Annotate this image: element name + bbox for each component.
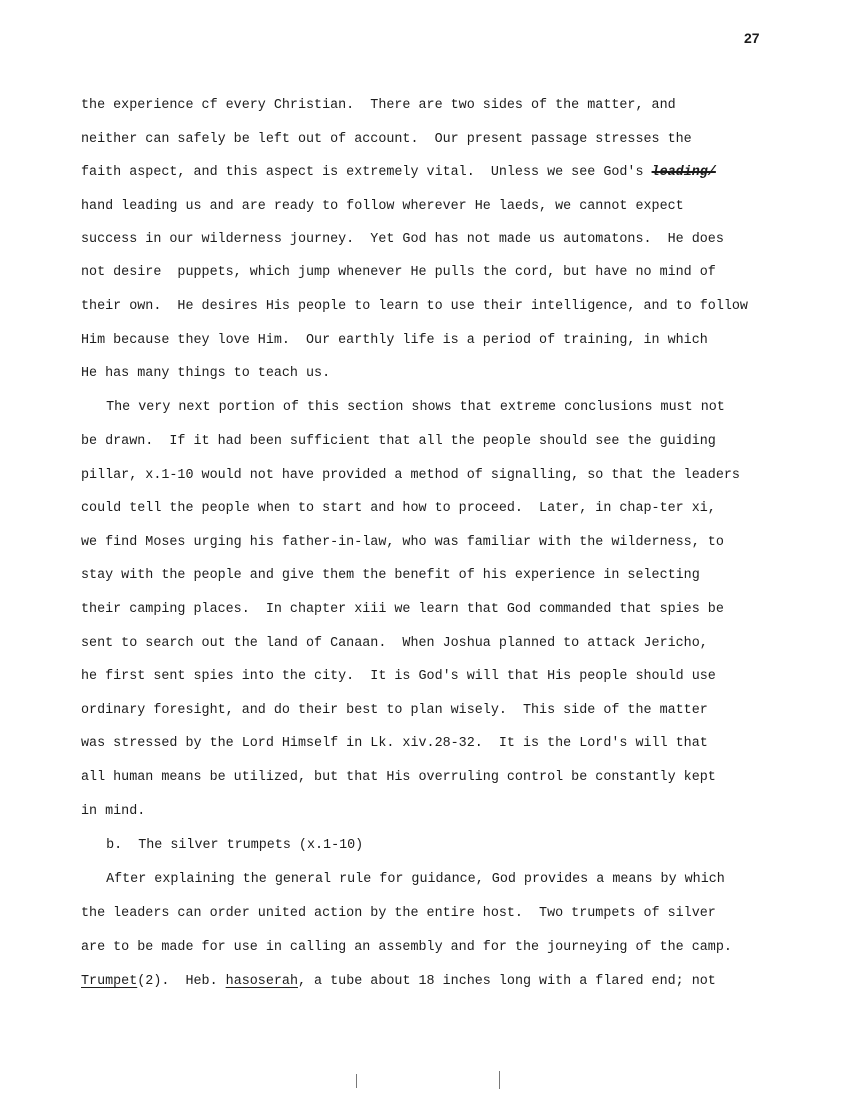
text-line: ordinary foresight, and do their best to plan wisely. This side of the matter xyxy=(81,703,708,718)
text-line: are to be made for use in calling an assembly and for the journeying of the camp. xyxy=(81,940,732,955)
scan-artifact-mark xyxy=(356,1074,357,1088)
text-line: pillar, x.1-10 would not have provided a method of signalling, so that the leaders xyxy=(81,468,740,483)
text-line: the experience cf every Christian. There are two sides of the matter, and xyxy=(81,98,676,113)
text-line: He has many things to teach us. xyxy=(81,366,331,381)
struck-out-word: leading/ xyxy=(651,165,716,180)
text-line: neither can safely be left out of account. Our present passage stresses the xyxy=(81,132,692,147)
text-line: was stressed by the Lord Himself in Lk. xiv.28-32. It is the Lord's will that xyxy=(81,736,708,751)
text-line xyxy=(81,165,716,181)
scan-artifact-mark xyxy=(499,1071,500,1089)
text-segment: , a tube about 18 inches long with a flared end; not xyxy=(297,974,716,989)
underlined-term: hasoserah xyxy=(225,974,298,989)
text-line: Him because they love Him. Our earthly life is a period of training, in which xyxy=(81,333,708,348)
text-line: The very next portion of this section shows that extreme conclusions must not xyxy=(90,400,725,415)
page-number: 27 xyxy=(744,30,760,46)
text-segment: (2). Heb. xyxy=(137,974,226,989)
text-segment: faith aspect, and this aspect is extremely vital. Unless we see God's xyxy=(81,165,652,180)
text-line: not desire puppets, which jump whenever He pulls the cord, but have no mind of xyxy=(81,265,716,280)
text-line xyxy=(81,974,716,990)
text-line: sent to search out the land of Canaan. When Joshua planned to attack Jericho, xyxy=(81,636,708,651)
text-line: the leaders can order united action by the entire host. Two trumpets of silver xyxy=(81,906,716,921)
text-line: hand leading us and are ready to follow wherever He laeds, we cannot expect xyxy=(81,199,684,214)
section-heading: b. The silver trumpets (x.1-10) xyxy=(90,838,364,853)
text-line: stay with the people and give them the benefit of his experience in selecting xyxy=(81,568,700,583)
text-line: we find Moses urging his father-in-law, who was familiar with the wilderness, to xyxy=(81,535,724,550)
text-line: success in our wilderness journey. Yet God has not made us automatons. He does xyxy=(81,232,724,247)
text-line: After explaining the general rule for guidance, God provides a means by which xyxy=(90,872,725,887)
text-line: he first sent spies into the city. It is God's will that His people should use xyxy=(81,669,716,684)
text-line: their own. He desires His people to learn to use their intelligence, and to follow xyxy=(81,299,748,314)
text-line: in mind. xyxy=(81,804,146,819)
underlined-term: Trumpet xyxy=(81,974,138,989)
text-line: could tell the people when to start and how to proceed. Later, in chap-ter xi, xyxy=(81,501,716,516)
text-line: all human means be utilized, but that His overruling control be constantly kept xyxy=(81,770,716,785)
text-line: be drawn. If it had been sufficient that all the people should see the guiding xyxy=(81,434,716,449)
text-line: their camping places. In chapter xiii we learn that God commanded that spies be xyxy=(81,602,724,617)
